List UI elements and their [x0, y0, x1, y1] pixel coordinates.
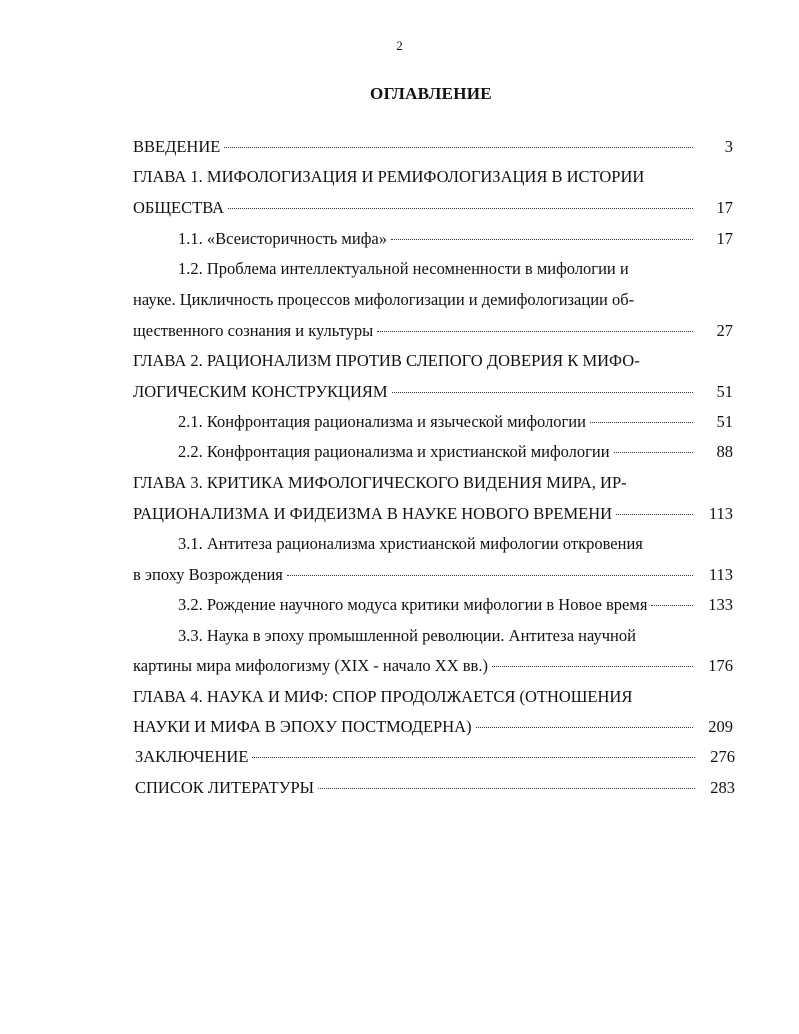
- toc-entry: [133, 564, 733, 586]
- dot-leader: [476, 727, 693, 728]
- toc-entry-text: РАЦИОНАЛИЗМА И ФИДЕИЗМА В НАУКЕ НОВОГО ВРЕМЕНИ: [133, 504, 613, 523]
- toc-entry-text: ГЛАВА 4. НАУКА И МИФ: СПОР ПРОДОЛЖАЕТСЯ (ОТНОШЕНИЯ: [133, 687, 633, 706]
- dot-leader: [287, 575, 693, 576]
- dot-leader: [318, 788, 695, 789]
- dot-leader: [492, 666, 693, 667]
- toc-entry-text: 1.1. «Всеисторичность мифа»: [178, 229, 387, 248]
- dot-leader: [252, 757, 695, 758]
- toc-entry-text: 3.1. Антитеза рационализма христианской мифологии откровения: [178, 534, 643, 553]
- toc-entry-text: 2.2. Конфронтация рационализма и христианской мифологии: [178, 442, 610, 461]
- dot-leader: [224, 147, 693, 148]
- toc-entry-page: 17: [716, 198, 733, 217]
- toc-entry-text: науке. Цикличность процессов мифологизации и демифологизации об-: [133, 290, 635, 309]
- toc-entry: [178, 533, 733, 555]
- toc-entry-page: 51: [716, 382, 733, 401]
- toc-entry-text: 2.1. Конфронтация рационализма и языческой мифологии: [178, 412, 586, 431]
- page-number: 2: [396, 38, 403, 53]
- toc-entry-page: 133: [708, 595, 733, 614]
- dot-leader: [377, 331, 693, 332]
- toc-entry-text: ЛОГИЧЕСКИМ КОНСТРУКЦИЯМ: [133, 382, 388, 401]
- toc-entry: [133, 320, 733, 342]
- toc-entry-text: ГЛАВА 1. МИФОЛОГИЗАЦИЯ И РЕМИФОЛОГИЗАЦИЯ В ИСТОРИИ: [133, 167, 645, 186]
- dot-leader: [392, 392, 693, 393]
- toc-entry-page: 113: [708, 504, 733, 523]
- toc-entry-page: 3: [724, 137, 733, 156]
- toc-entry-text: 3.2. Рождение научного модуса критики мифологии в Новое время: [178, 595, 648, 614]
- toc-title: ОГЛАВЛЕНИЕ: [370, 84, 492, 103]
- toc-entry: [133, 655, 733, 677]
- toc-entry: [178, 411, 733, 433]
- toc-entry: [178, 258, 733, 280]
- toc-entry: [178, 228, 733, 250]
- toc-entry-text: ГЛАВА 3. КРИТИКА МИФОЛОГИЧЕСКОГО ВИДЕНИЯ МИРА, ИР-: [133, 473, 627, 492]
- toc-entry-text: 1.2. Проблема интеллектуальной несомненности в мифологии и: [178, 259, 629, 278]
- toc-entry-text: 3.3. Наука в эпоху промышленной революции. Антитеза научной: [178, 626, 636, 645]
- toc-entry: [133, 472, 733, 494]
- dot-leader: [590, 422, 693, 423]
- toc-entry-page: 276: [710, 747, 735, 766]
- toc-entry: [133, 686, 733, 708]
- toc-entry: [133, 503, 733, 525]
- toc-entry: [133, 381, 733, 403]
- toc-entry-page: 283: [710, 778, 735, 797]
- dot-leader: [616, 514, 693, 515]
- toc-entry-page: 176: [708, 656, 733, 675]
- toc-entry-text: в эпоху Возрождения: [133, 565, 283, 584]
- toc-entry: [133, 350, 733, 372]
- toc-entry-page: 51: [716, 412, 733, 431]
- toc-entry: [133, 136, 733, 158]
- toc-entry: [133, 166, 733, 188]
- toc-entry-page: 113: [708, 565, 733, 584]
- toc-entry-page: 17: [716, 229, 733, 248]
- toc-entry-text: НАУКИ И МИФА В ЭПОХУ ПОСТМОДЕРНА): [133, 717, 472, 736]
- toc-entry: [133, 289, 733, 311]
- toc-entry-text: ГЛАВА 2. РАЦИОНАЛИЗМ ПРОТИВ СЛЕПОГО ДОВЕРИЯ К МИФО-: [133, 351, 640, 370]
- toc-entry-text: картины мира мифологизму (XIX - начало XX вв.): [133, 656, 488, 675]
- toc-entry: [135, 777, 735, 799]
- toc-entry: [178, 441, 733, 463]
- toc-entry-text: СПИСОК ЛИТЕРАТУРЫ: [135, 778, 315, 797]
- dot-leader: [651, 605, 693, 606]
- dot-leader: [228, 208, 693, 209]
- toc-entry-text: щественного сознания и культуры: [133, 321, 374, 340]
- toc-entry: [135, 746, 735, 768]
- dot-leader: [391, 239, 693, 240]
- toc-entry-page: 209: [708, 717, 733, 736]
- toc-entry: [178, 625, 733, 647]
- toc-entry: [133, 197, 733, 219]
- toc-entry-text: ОБЩЕСТВА: [133, 198, 225, 217]
- toc-entry-page: 88: [716, 442, 733, 461]
- toc-entry-text: ВВЕДЕНИЕ: [133, 137, 221, 156]
- toc-entry-text: ЗАКЛЮЧЕНИЕ: [135, 747, 249, 766]
- toc-entry: [133, 716, 733, 738]
- toc-entry: [178, 594, 733, 616]
- dot-leader: [614, 452, 693, 453]
- toc-entry-page: 27: [716, 321, 733, 340]
